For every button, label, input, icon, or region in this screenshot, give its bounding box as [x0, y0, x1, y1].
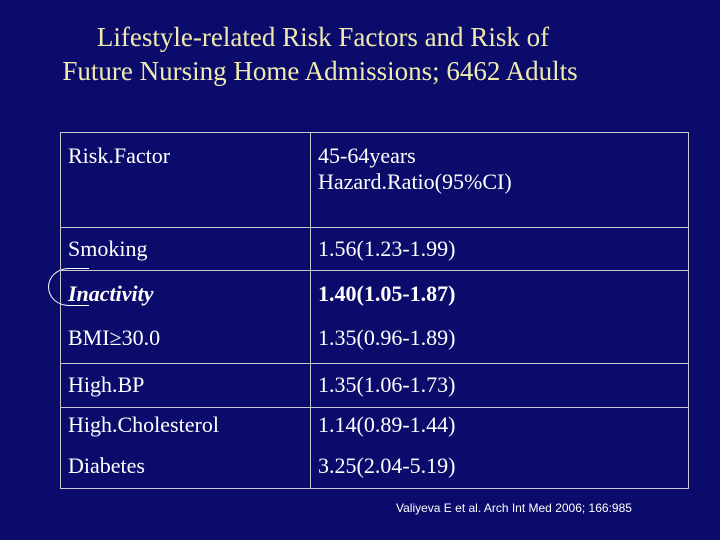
hazard-ratio-cell: 3.25(2.04-5.19) [311, 449, 689, 489]
header-risk-factor: Risk.Factor [61, 133, 311, 228]
header-age-group: 45-64years [318, 143, 416, 168]
risk-factor-cell: Inactivity [61, 271, 311, 318]
risk-factor-cell: High.Cholesterol [61, 408, 311, 450]
risk-factor-cell: Diabetes [61, 449, 311, 489]
hazard-ratio-cell: 1.35(1.06-1.73) [311, 364, 689, 408]
header-hazard-label: Hazard.Ratio(95%CI) [318, 169, 512, 194]
header-hazard-ratio [311, 133, 689, 228]
title-line-2: Future Nursing Home Admissions; 6462 Adults [62, 56, 578, 86]
risk-factor-table [60, 132, 689, 489]
slide-title [0, 20, 640, 88]
hazard-ratio-cell: 1.40(1.05-1.87) [311, 271, 689, 318]
citation: Valiyeva E et al. Arch Int Med 2006; 166:985 [396, 501, 632, 515]
risk-factor-cell: Smoking [61, 228, 311, 271]
risk-factor-cell: High.BP [61, 364, 311, 408]
table-row [61, 364, 689, 408]
table-row [61, 408, 689, 450]
table-row [61, 271, 689, 318]
title-line-1: Lifestyle-related Risk Factors and Risk of [96, 22, 550, 52]
table-row [61, 449, 689, 489]
hazard-ratio-cell: 1.56(1.23-1.99) [311, 228, 689, 271]
hazard-ratio-cell: 1.35(0.96-1.89) [311, 317, 689, 364]
table-row [61, 228, 689, 271]
table-header-row [61, 133, 689, 228]
risk-factor-cell: BMI≥30.0 [61, 317, 311, 364]
hazard-ratio-cell: 1.14(0.89-1.44) [311, 408, 689, 450]
table-row [61, 317, 689, 364]
